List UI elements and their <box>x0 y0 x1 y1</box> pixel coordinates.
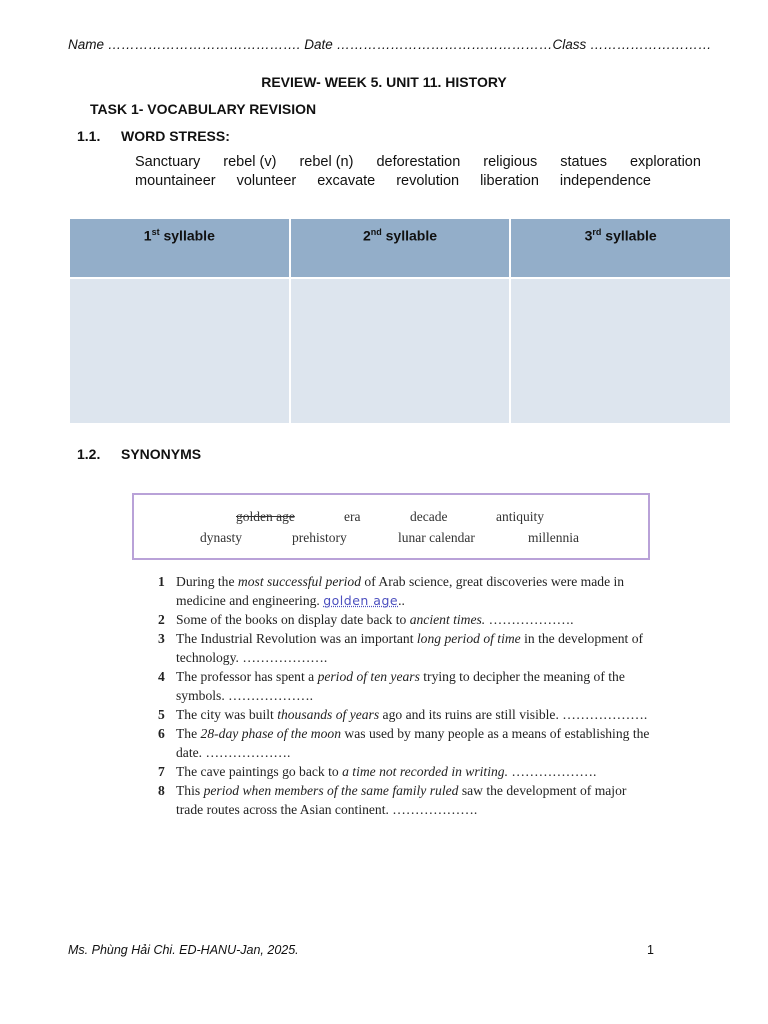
question-text: The cave paintings go back to a time not recorded in writing. ………………. <box>176 764 597 779</box>
word-box-item: prehistory <box>292 530 347 545</box>
word-item: Sanctuary <box>135 154 201 170</box>
word-box-item: antiquity <box>496 509 544 524</box>
handwritten-answer[interactable]: golden age <box>323 593 399 608</box>
word-item: revolution <box>396 173 460 189</box>
word-item: religious <box>483 154 538 170</box>
synonym-word-box <box>132 493 650 560</box>
question-number: 3 <box>158 631 165 646</box>
page-number: 1 <box>647 943 654 957</box>
word-item: volunteer <box>236 173 297 189</box>
header-fields-line: Name ……………………………………. Date …………………………………………Class ……………………… <box>68 37 712 52</box>
question-7 <box>158 762 658 781</box>
task1-heading: TASK 1- VOCABULARY REVISION <box>90 101 317 117</box>
question-1 <box>158 572 658 610</box>
question-5 <box>158 705 658 724</box>
word-box-item-used: golden age <box>236 509 295 524</box>
word-box-item: dynasty <box>200 530 242 545</box>
footer-author: Ms. Phùng Hải Chi. ED-HANU-Jan, 2025. <box>68 943 299 957</box>
column-header-1st-syllable: 1st syllable <box>69 218 290 278</box>
question-text: During the most successful period of Arab science, great discoveries were made in medicine and engineering. golden age.. <box>176 574 625 608</box>
answer-cell-1st-syllable[interactable] <box>69 278 290 424</box>
word-item: mountaineer <box>135 173 216 189</box>
word-item: independence <box>559 173 651 189</box>
answer-cell-2nd-syllable[interactable] <box>290 278 511 424</box>
question-text: Some of the books on display date back to ancient times. ………………. <box>176 612 574 627</box>
question-6 <box>158 724 658 762</box>
word-box-item: millennia <box>528 530 579 545</box>
question-number: 8 <box>158 783 165 798</box>
question-2 <box>158 610 658 629</box>
question-3 <box>158 629 658 667</box>
question-number: 2 <box>158 612 165 627</box>
word-item: rebel (v) <box>223 154 277 170</box>
question-number: 1 <box>158 574 165 589</box>
question-number: 6 <box>158 726 165 741</box>
word-item: rebel (n) <box>299 154 354 170</box>
section-1-1-number: 1.1. <box>77 128 101 144</box>
question-4 <box>158 667 658 705</box>
question-text: The city was built thousands of years ago and its ruins are still visible. ………………. <box>176 707 648 722</box>
question-number: 7 <box>158 764 165 779</box>
column-header-3rd-syllable: 3rd syllable <box>510 218 731 278</box>
question-8 <box>158 781 658 819</box>
section-1-2-label: SYNONYMS <box>121 446 202 462</box>
word-item: deforestation <box>376 154 461 170</box>
question-text: The professor has spent a period of ten years trying to decipher the meaning of the symbols. ………………. <box>176 669 625 703</box>
column-header-2nd-syllable: 2nd syllable <box>290 218 511 278</box>
word-item: statues <box>560 154 607 170</box>
question-text: This period when members of the same family ruled saw the development of major trade routes across the Asian continent. ………………. <box>176 783 627 817</box>
question-text: The 28-day phase of the moon was used by many people as a means of establishing the date. ………………. <box>176 726 650 760</box>
section-1-2-number: 1.2. <box>77 446 101 462</box>
word-item: liberation <box>480 173 539 189</box>
word-list-row-2 <box>135 172 651 191</box>
word-box-item: lunar calendar <box>398 530 475 545</box>
word-box-item: era <box>344 509 361 524</box>
question-text: The Industrial Revolution was an important long period of time in the development of technology. ………………. <box>176 631 644 665</box>
question-number: 5 <box>158 707 165 722</box>
page-title: REVIEW- WEEK 5. UNIT 11. HISTORY <box>261 74 507 90</box>
question-number: 4 <box>158 669 165 684</box>
section-1-1-label: WORD STRESS: <box>121 128 230 144</box>
answer-cell-3rd-syllable[interactable] <box>510 278 731 424</box>
word-stress-table <box>68 217 732 425</box>
word-item: exploration <box>629 154 701 170</box>
word-list-row-1 <box>135 153 701 172</box>
word-item: excavate <box>317 173 376 189</box>
word-box-item: decade <box>410 509 448 524</box>
